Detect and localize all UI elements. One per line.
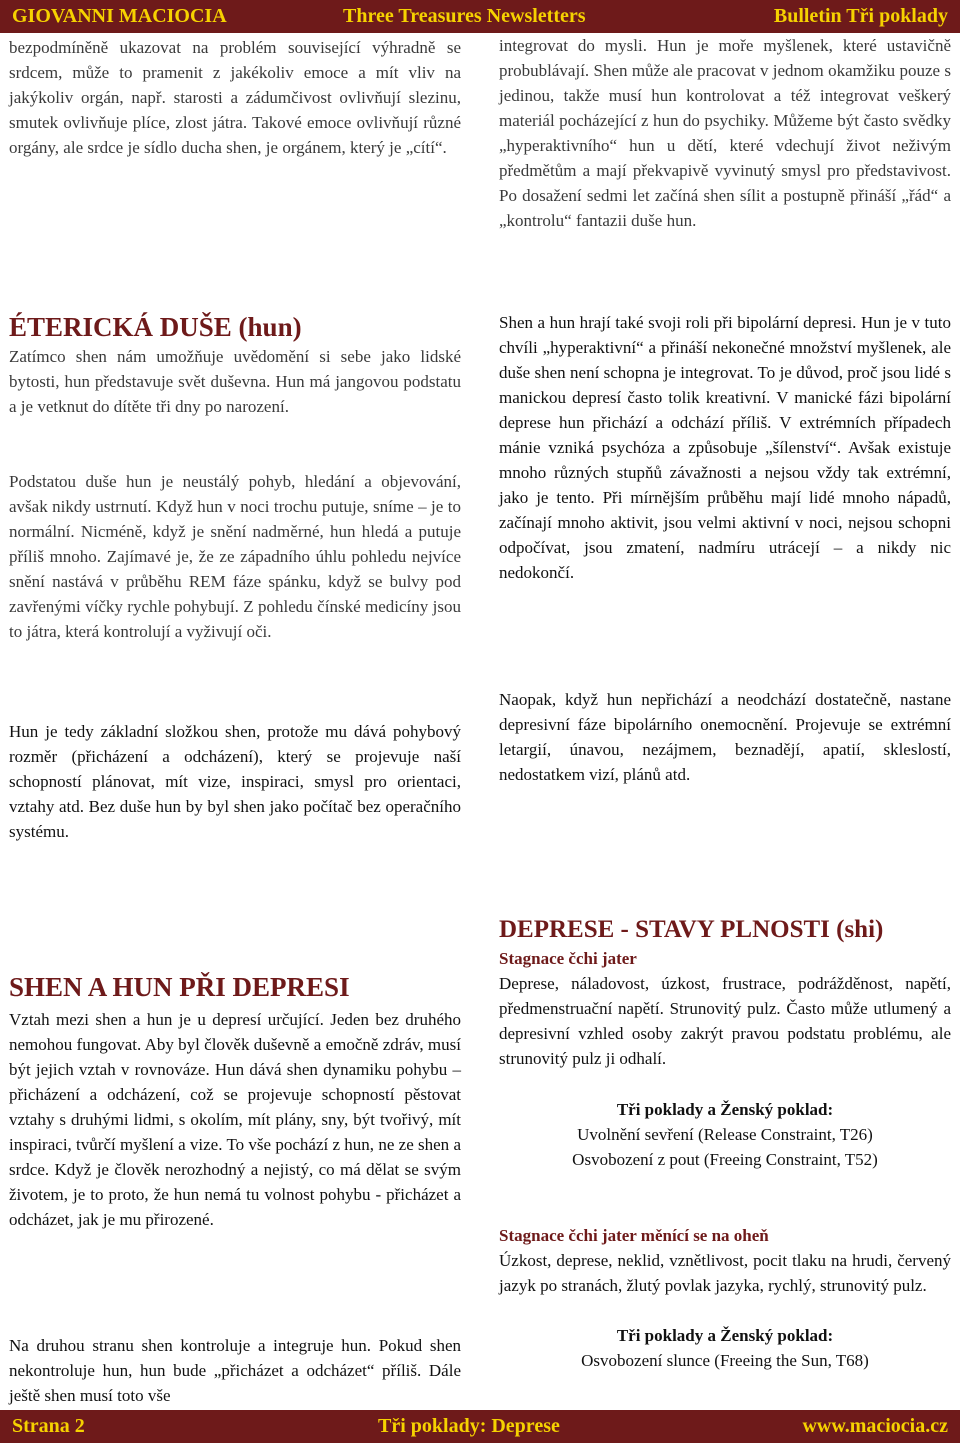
fire-paragraph: [499, 1248, 951, 1298]
left-intro-paragraph: [9, 35, 461, 160]
shen-text-2: Na druhou stranu shen kontroluje a integruje hun. Pokud shen nekontroluje hun, hun bude „přicházet a odcházet“ příliš. Dále ještě shen musí toto vše: [9, 1336, 461, 1405]
stagnace-text: Deprese, náladovost, úzkost, frustrace, podrážděnost, napětí, předmenstruační napětí. Strunovitý pulz. Často může utlumený a depresivní vzhled osoby zakrýt pravou podstatu problému, ale strunovitý pulz ji odhalí.: [499, 974, 951, 1068]
right-paragraph-1: [499, 33, 951, 233]
deprese-heading: DEPRESE - STAVY PLNOSTI (shi): [499, 916, 884, 943]
footer-page: Strana 2: [12, 1415, 85, 1437]
stagnace-subheading: [499, 946, 951, 971]
stagnace-title: Stagnace čchi jater: [499, 949, 637, 968]
fire-title: Stagnace čchi jater měnící se na oheň: [499, 1226, 769, 1245]
shen-hun-heading: SHEN A HUN PŘI DEPRESI: [9, 972, 350, 1002]
footer-url[interactable]: www.maciocia.cz: [802, 1415, 948, 1437]
ether-text-3: Hun je tedy základní složkou shen, protože mu dává pohybový rozměr (přicházení a odcházení), který se projevuje naší schopností plánovat, mít vize, inspiraci, smysl pro orientaci, vztahy atd. Bez duše hun by byl shen jako počítač bez operačního systému.: [9, 722, 461, 841]
shen-text-1: Vztah mezi shen a hun je u depresí určující. Jeden bez druhého nemohou fungovat. Aby byl člověk duševně a emočně zdráv, musí být jejich vztah v rovnováze. Hun dává shen dynamiku pohybu – přicházení a odcházení, což se projevuje schopností pěstovat vztahy s druhými lidmi, s okolím, mít plány, sny, být tvořivý, mít inspiraci, tvůrčí myšlení a vize. To vše pochází z hun, ne ze shen a srdce. Když je člověk nerozhodný a nejistý, co má dělat se svým životem, je to proto, že hun nemá tu volnost pohybu - přicházet a odcházet, jak je mu přirozené.: [9, 1010, 461, 1229]
fire-subheading: [499, 1223, 951, 1248]
header-author: GIOVANNI MACIOCIA: [12, 5, 227, 27]
stagnace-paragraph: [499, 971, 951, 1071]
treasures-block-1: [499, 1097, 951, 1172]
ether-heading: ÉTERICKÁ DUŠE (hun): [9, 312, 302, 342]
treasures-line-1b: Osvobození z pout (Freeing Constraint, T52): [572, 1150, 878, 1169]
left-intro-text: bezpodmíněně ukazovat na problém související výhradně se srdcem, může to pramenit z jakékoliv emoce a mít vliv na jakýkoliv orgán, např. starosti a zádumčivost ovlivňují slezinu, smutek ovlivňuje plíce, zlost játra. Takové emoce ovlivňují různé orgány, ale srdce je sídlo ducha shen, je orgánem, který je „cítí“.: [9, 38, 461, 157]
ether-paragraph-3: [9, 719, 461, 844]
footer-title: Tři poklady: Deprese: [378, 1415, 560, 1437]
treasures-line-2a: Osvobození slunce (Freeing the Sun, T68): [581, 1351, 869, 1370]
treasures-block-2: [499, 1323, 951, 1373]
right-paragraph-2: [499, 310, 951, 585]
ether-paragraph-1: [9, 344, 461, 419]
header-newsletter: Three Treasures Newsletters: [343, 5, 586, 27]
ether-text-2: Podstatou duše hun je neustálý pohyb, hledání a objevování, avšak nikdy ustrnutí. Když hun v noci trochu putuje, sníme – je to normální. Nicméně, když je snění nadměrné, hun hledá a putuje příliš mnoho. Zajímavé je, že ze západního úhlu pohledu nejvíce snění nastává v průběhu REM fáze spánku, když se bulvy pod zavřenými víčky rychle pohybují. Z pohledu čínské medicíny jsou to játra, která kontrolují a vyživují oči.: [9, 472, 461, 641]
footer-bar: [0, 1410, 960, 1443]
treasures-line-1a: Uvolnění sevření (Release Constraint, T26): [577, 1125, 873, 1144]
right-paragraph-3: [499, 687, 951, 787]
fire-text: Úzkost, deprese, neklid, vznětlivost, pocit tlaku na hrudi, červený jazyk po stranách, žlutý povlak jazyka, rychlý, strunovitý pulz.: [499, 1251, 951, 1295]
shen-hun-section: [9, 972, 461, 1002]
ether-section: [9, 312, 461, 342]
right-text-3: Naopak, když hun nepřichází a neodchází dostatečně, nastane depresivní fáze bipolárního onemocnění. Projevuje se extrémní letargií, únavou, nezájmem, beznadějí, apatií, skleslostí, nedostatkem vizí, plánů atd.: [499, 690, 951, 784]
right-text-2: Shen a hun hrají také svoji roli při bipolární depresi. Hun je v tuto chvíli „hyperaktivní“ a přináší nekonečné množství myšlenek, ale duše shen není schopna je integrovat. To je důvod, proč jsou lidé s manickou depresí často tolik kreativní. V manické fázi bipolární deprese hun přichází a odchází příliš. V extrémních případech mánie vzniká psychóza a způsobuje „šílenství“. Avšak existuje mnoho různých stupňů závažnosti a nejsou vždy tak extrémní, jako je tento. Při mírnějším průběhu mají lidé mnoho nápadů, začínají mnoho aktivit, jsou velmi aktivní v noci, nejsou schopni odpočívat, jsou zmatení, nadmíru utrácejí – a nikdy nic nedokončí.: [499, 313, 951, 582]
treasures-title-2: Tři poklady a Ženský poklad:: [616, 1326, 834, 1345]
header-bar: [0, 0, 960, 33]
treasures-title-1: Tři poklady a Ženský poklad:: [616, 1100, 834, 1119]
header-bulletin: Bulletin Tři poklady: [773, 5, 948, 27]
ether-paragraph-2: [9, 469, 461, 644]
shen-paragraph-2: [9, 1333, 461, 1408]
ether-text-1: Zatímco shen nám umožňuje uvědomění si sebe jako lidské bytosti, hun představuje svět duševna. Hun má jangovou podstatu a je vetknut do dítěte tři dny po narození.: [9, 347, 461, 416]
deprese-section: [499, 915, 951, 945]
right-text-1: integrovat do mysli. Hun je moře myšlenek, které ustavičně probublávají. Shen může ale pracovat v jednom okamžiku pouze s jedinou, takže musí hun kontrolovat a též integrovat veškerý materiál pocházející z hun do psychiky. Můžeme být často svědky „hyperaktivního“ hun u dětí, které vdechují život neživým předmětům a mají překvapivě vyvinutý smysl pro představivost. Po dosažení sedmi let začíná shen sílit a postupně přináší „řád“ a „kontrolu“ fantazii duše hun.: [499, 36, 951, 230]
shen-paragraph-1: [9, 1007, 461, 1232]
